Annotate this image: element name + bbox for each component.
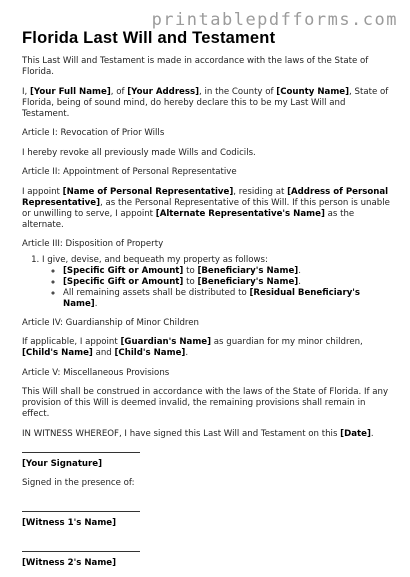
article2-body: I appoint [Name of Personal Representative], residing at [Address of Personal Representative], as the Personal Representative of this Will. If this person is unable or unwilling to serve, I appoint [Alternate Representative's Name] as the alternate. <box>22 186 390 230</box>
article3-heading: Article III: Disposition of Property <box>22 239 164 249</box>
document-title: Florida Last Will and Testament <box>22 29 276 47</box>
document-body <box>22 29 392 577</box>
full-name-field: [Your Full Name] <box>30 86 111 97</box>
article1-body: I hereby revoke all previously made Wills and Codicils. <box>22 147 256 158</box>
signature-line <box>22 452 140 453</box>
date-field: [Date] <box>340 428 371 439</box>
witness2-label: [Witness 2's Name] <box>22 558 117 568</box>
signature-block <box>22 452 392 569</box>
witness-clause: IN WITNESS WHEREOF, I have signed this Last Will and Testament on this [Date]. <box>22 428 374 439</box>
gift-item: ◦ [Specific Gift or Amount] to [Beneficiary's Name]. <box>63 277 392 288</box>
article4-heading: Article IV: Guardianship of Minor Children <box>22 317 199 328</box>
alternate-representative-field: [Alternate Representative's Name] <box>155 208 325 219</box>
presence-text: Signed in the presence of: <box>22 477 135 488</box>
testator-signature-label: [Your Signature] <box>22 458 103 469</box>
representative-name-field: [Name of Personal Representative] <box>62 186 234 197</box>
child-name-field: [Child's Name] <box>114 348 186 358</box>
watermark-logo: printablepdfforms.com <box>151 10 398 30</box>
witness1-label: [Witness 1's Name] <box>22 518 117 528</box>
guardian-name-field: [Guardian's Name] <box>120 337 212 347</box>
signature-line <box>22 511 140 512</box>
article1-heading: Article I: Revocation of Prior Wills <box>22 128 165 138</box>
article5-heading: Article V: Miscellaneous Provisions <box>22 367 170 378</box>
representative-address-field: [Address of Personal Representative] <box>22 186 389 208</box>
list-item: 1. I give, devise, and bequeath my property as follows: ◦ [Specific Gift or Amount] to [Beneficiary's Name]. ◦ [Specific Gift or Amount] to [Beneficiary's Name]. ◦ All remaining assets shall be distributed to [Residual Beneficiary's Name]. <box>42 255 392 310</box>
residual-item: ◦ All remaining assets shall be distributed to [Residual Beneficiary's Name]. <box>63 288 392 310</box>
gift-item: ◦ [Specific Gift or Amount] to [Beneficiary's Name]. <box>63 266 392 277</box>
county-field: [County Name] <box>276 86 350 97</box>
article5-body: This Will shall be construed in accordance with the laws of the State of Florida. If any provision of this Will is deemed invalid, the remaining provisions shall remain in effect. <box>22 387 389 419</box>
intro-paragraph: This Last Will and Testament is made in accordance with the laws of the State of Florida. <box>22 56 369 77</box>
declaration-paragraph: I, [Your Full Name], of [Your Address], in the County of [County Name], State of Florida, being of sound mind, do hereby declare this to be my Last Will and Testament. <box>22 86 389 119</box>
signature-line <box>22 551 140 552</box>
child-name-field: [Child's Name] <box>22 348 93 358</box>
article4-body: If applicable, I appoint [Guardian's Name] as guardian for my minor children, [Child's Name] and [Child's Name]. <box>22 337 363 358</box>
address-field: [Your Address] <box>127 86 200 97</box>
article2-heading: Article II: Appointment of Personal Representative <box>22 167 237 177</box>
disposition-list <box>22 255 392 310</box>
gift-sublist <box>42 266 392 310</box>
